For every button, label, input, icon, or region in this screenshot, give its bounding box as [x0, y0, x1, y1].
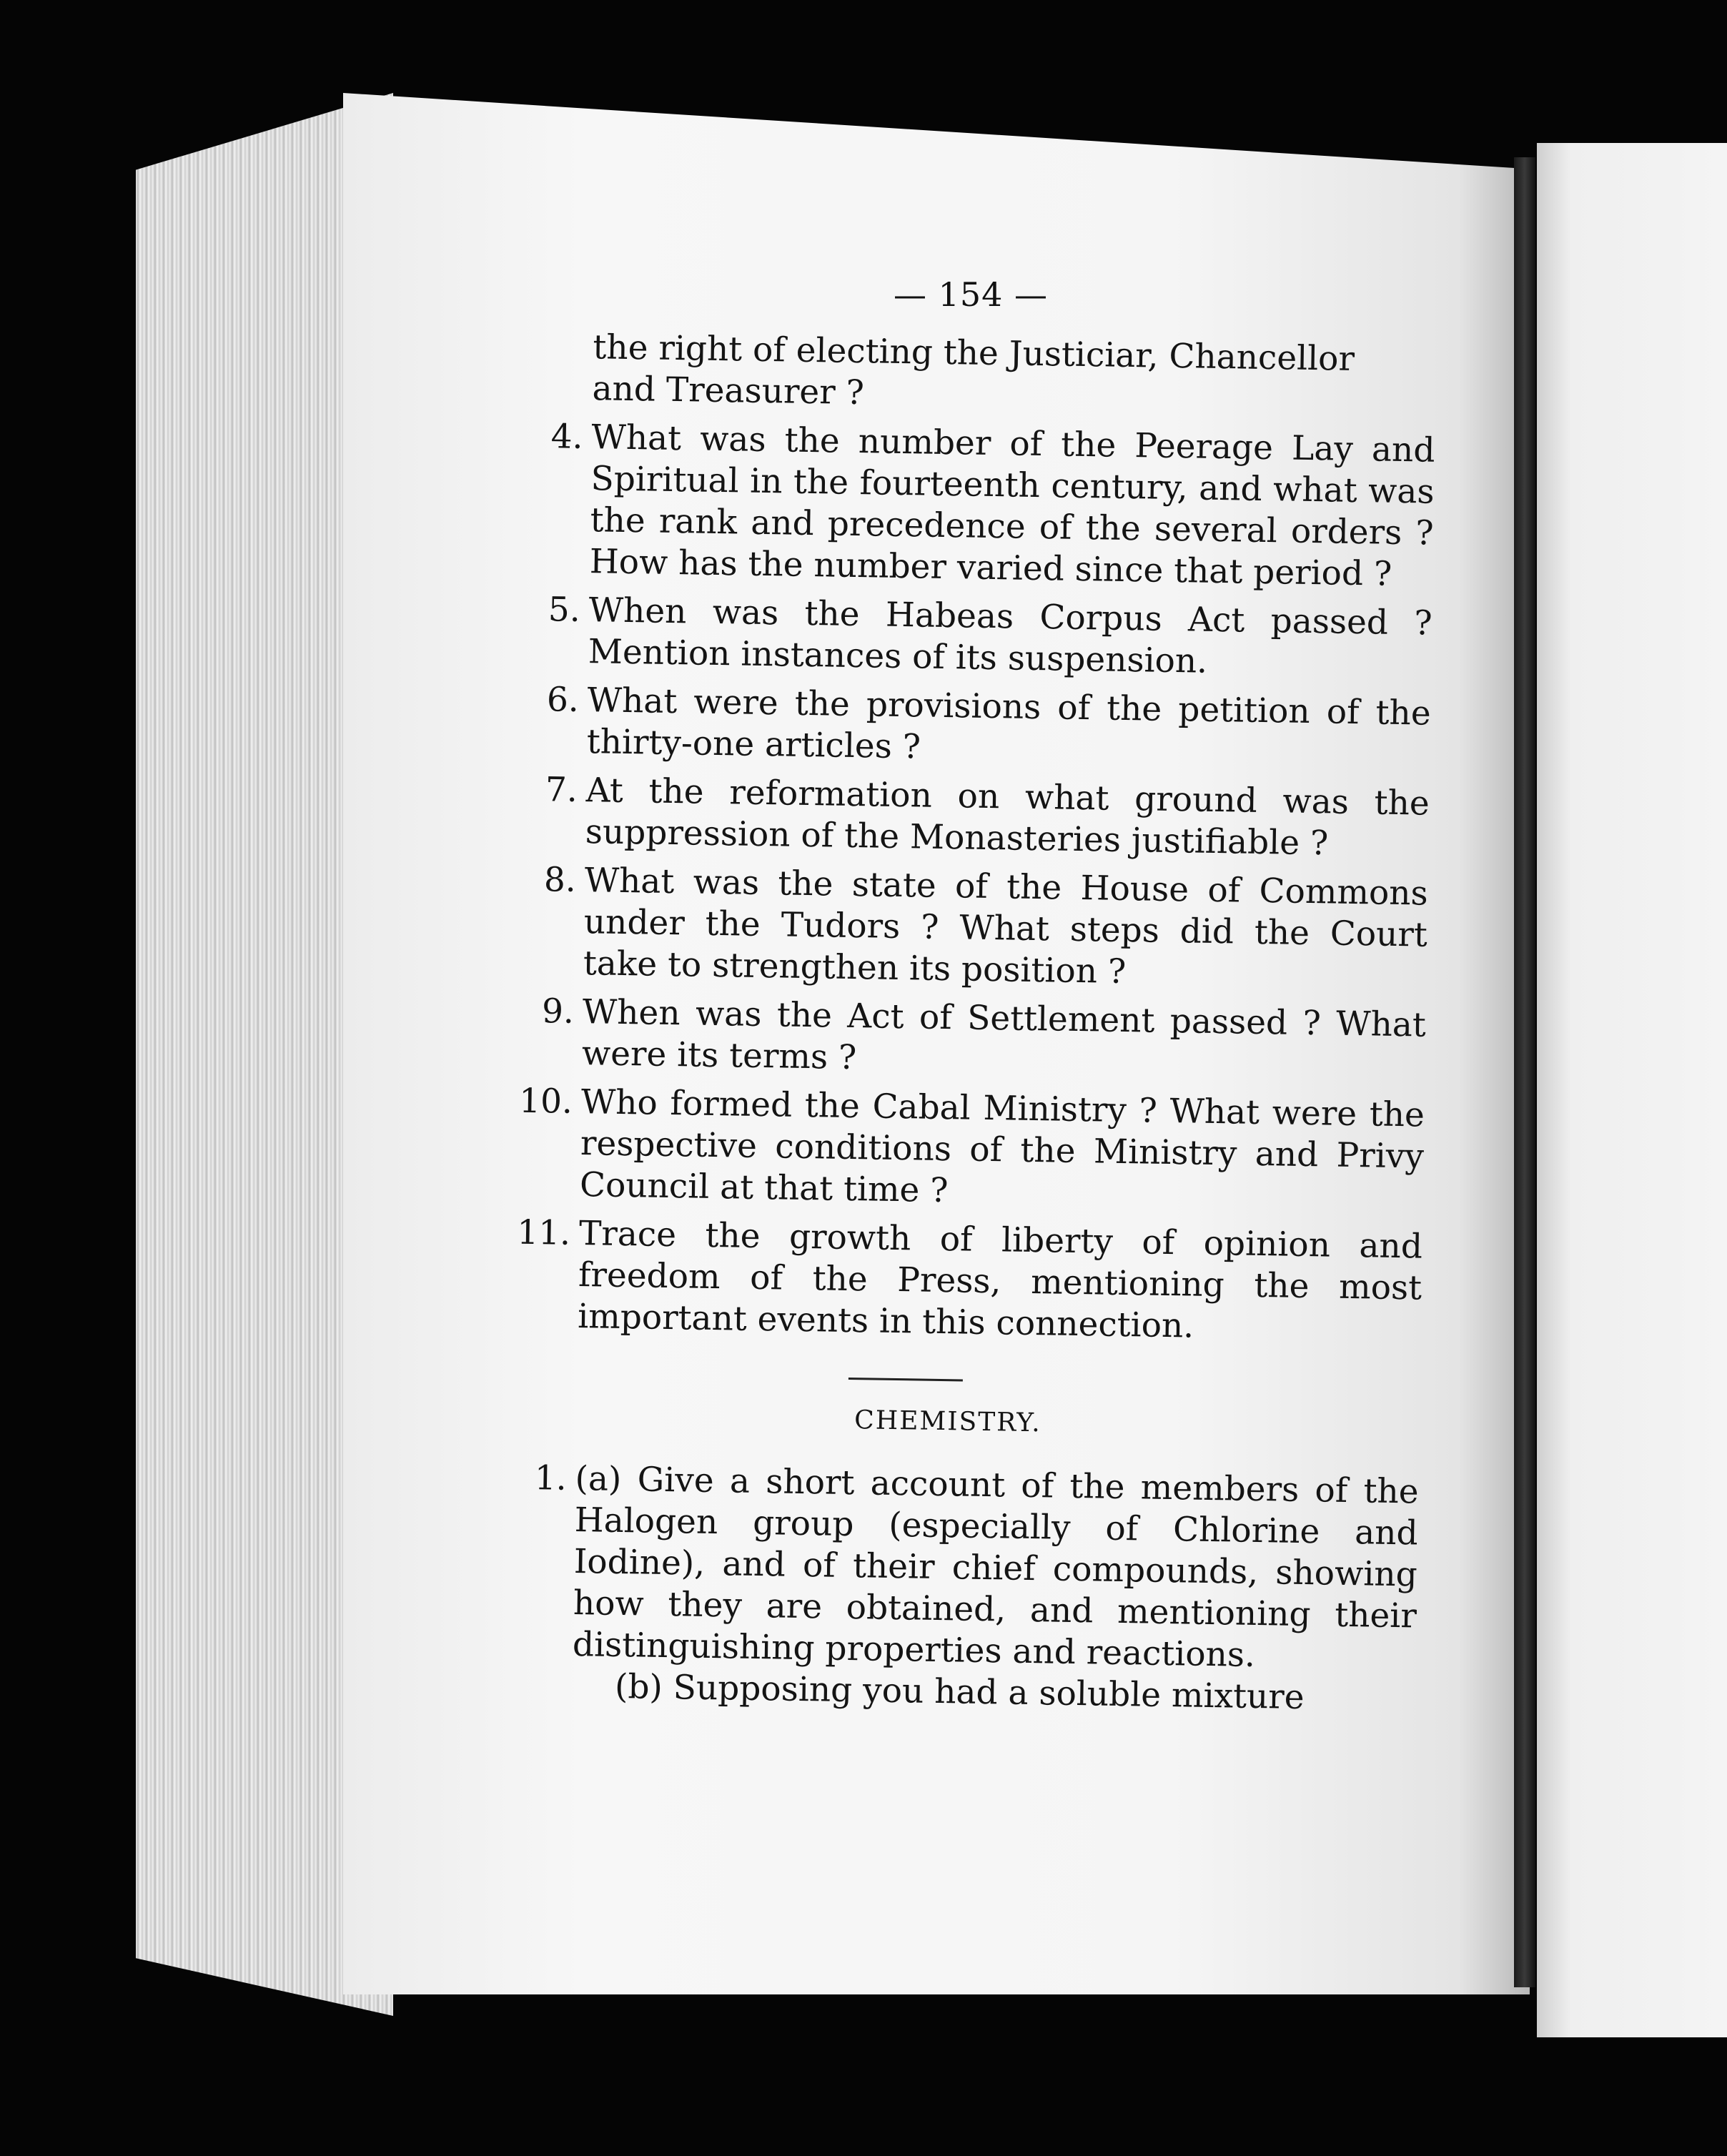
question-text: When was the Act of Settlement passed ? What were its terms ? — [581, 992, 1427, 1078]
question-text: Who formed the Cabal Ministry ? What were the respective conditions of the Ministry and Privy Council at that time ? — [579, 1082, 1425, 1211]
book-gutter — [1514, 157, 1535, 1987]
section-divider — [848, 1378, 963, 1382]
page-number: — 154 — — [894, 275, 1049, 314]
question-number: 9. — [541, 992, 575, 1032]
intro-line-2: and Treasurer ? — [592, 369, 865, 413]
question-text: At the reformation on what ground was the suppression of the Monasteries justifiable ? — [585, 771, 1430, 864]
intro-line-1: the right of electing the Justiciar, Chancellor — [593, 327, 1355, 379]
question-text: Trace the growth of liberty of opinion and freedom of the Press, mentioning the most important events in this connection. — [577, 1214, 1423, 1346]
question-part-b: (b) Supposing you had a soluble mixture — [614, 1666, 1305, 1718]
question-8 — [483, 859, 1429, 998]
left-page-text — [472, 325, 1437, 1727]
chemistry-question-1 — [472, 1457, 1419, 1721]
question-6 — [486, 678, 1431, 776]
question-9 — [482, 990, 1427, 1088]
question-text: When was the Habeas Corpus Act passed ? Mention instances of its suspension. — [588, 590, 1433, 681]
question-5 — [488, 588, 1432, 686]
question-text: What was the number of the Peerage Lay and Spiritual in the fourteenth century, and what was the rank and precedence of the several orders ? How has the number varied since that period ? — [589, 417, 1435, 594]
question-number: 1. — [534, 1458, 568, 1498]
question-number: 6. — [546, 680, 580, 720]
question-number: 11. — [516, 1212, 571, 1253]
question-number: 7. — [545, 770, 578, 810]
question-text: What were the provisions of the petition of the thirty-one articles ? — [586, 681, 1432, 767]
question-number: 10. — [518, 1081, 573, 1122]
question-number: 5. — [548, 590, 581, 630]
right-page — [1537, 143, 1727, 2037]
question-11 — [477, 1212, 1423, 1351]
question-number: 4. — [550, 417, 583, 457]
continued-question — [492, 325, 1437, 423]
question-number: 8. — [543, 860, 577, 900]
question-part-a: (a) Give a short account of the members of the Halogen group (especially of Chlorine and Iodine), and of their chief compounds, showing how they are obtained, and mentioning their distinguishing properties and reactions. — [572, 1459, 1419, 1675]
question-10 — [480, 1080, 1425, 1220]
question-4 — [489, 415, 1435, 596]
question-7 — [485, 768, 1430, 866]
section-title: CHEMISTRY. — [853, 1405, 1042, 1438]
question-text: What was the state of the House of Commons under the Tudors ? What steps did the Court take to strengthen its position ? — [583, 861, 1429, 992]
